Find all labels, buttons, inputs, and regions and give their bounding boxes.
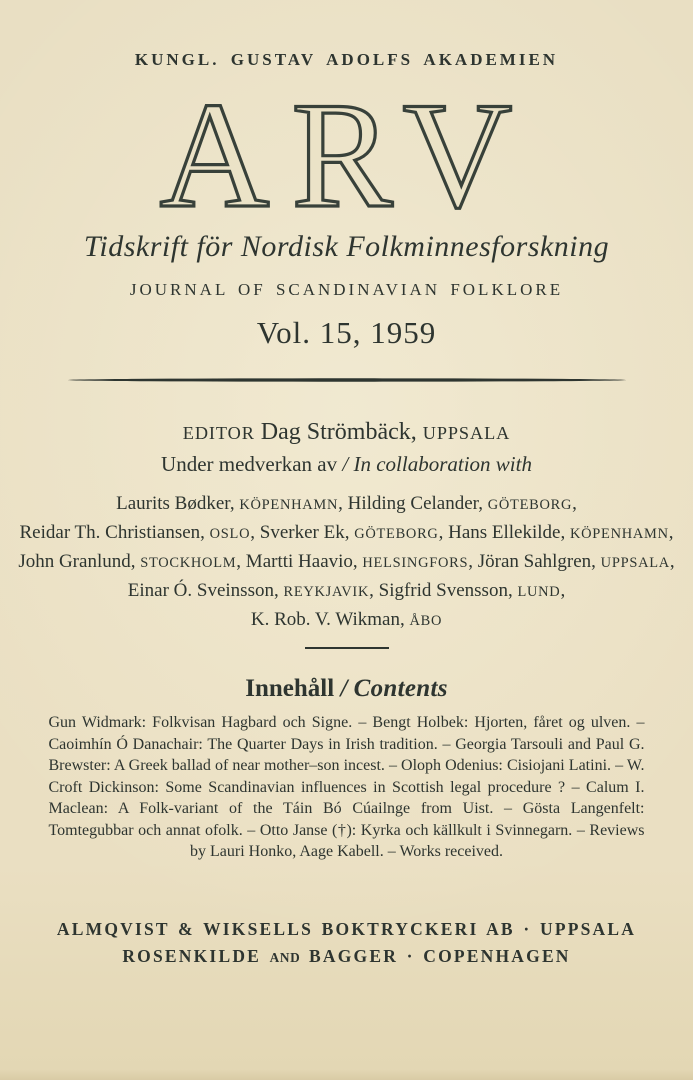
title-divider-rule [68,377,626,383]
journal-title: ARV [159,71,534,239]
academy-name: KUNGL. GUSTAV ADOLFS AKADEMIEN [134,50,559,69]
collaborator-line: Reidar Th. Christiansen, OSLO, Sverker Ek, GÖTEBORG, Hans Ellekilde, KÖPENHAMN, [19,522,674,543]
collaboration-note: Under medverkan av / In collaboration with [161,452,532,476]
journal-subtitle-swedish: Tidskrift för Nordisk Folkminnesforskning [83,230,610,263]
journal-subtitle-english: JOURNAL OF SCANDINAVIAN FOLKLORE [129,280,564,299]
journal-title-art [137,71,557,239]
contents-heading: Innehåll / Contents [245,675,448,702]
contents-summary: Gun Widmark: Folkvisan Hagbard och Signe. – Bengt Holbek: Hjorten, fåret og ulven. – Caoimhín Ó Danachair: The Quarter Days in Irish tradition. – Georgia Tarsouli and Paul G. Brewster: A Greek ballad of near mother–son incest. – Oloph Odenius: Cisiojani Latini. – W. Croft Dickinson: Some Scandinavian influences in Scottish legal procedure ? – Calum I. Maclean: A Folk-variant of the Táin Bó Cúailnge from Uist. – Gösta Langenfelt: Tomtegubbar och annat ofolk. – Otto Janse (†): Kyrka och källkult i Svinnegarn. – Reviews by Lauri Honko, Aage Kabell. – Works received. [48,714,645,860]
editor-line: EDITOR Dag Strömbäck, UPPSALA [182,419,511,445]
collaborator-line: Laurits Bødker, KÖPENHAMN, Hilding Celander, GÖTEBORG, [116,493,577,514]
collaborator-line: John Granlund, STOCKHOLM, Martti Haavio, HELSINGFORS, Jöran Sahlgren, UPPSALA, [18,551,675,572]
imprint-block [0,916,693,971]
section-divider-rule [305,647,389,649]
imprint-line-publisher: ROSENKILDE AND BAGGER · COPENHAGEN [122,946,571,966]
imprint-line-printer: ALMQVIST & WIKSELLS BOKTRYCKERI AB · UPPSALA [56,919,637,939]
collaborator-line: Einar Ó. Sveinsson, REYKJAVIK, Sigfrid Svensson, LUND, [127,580,566,601]
collaborators-list [0,490,693,635]
collaborator-line: K. Rob. V. Wikman, ÅBO [250,609,443,630]
volume-label: Vol. 15, 1959 [256,315,437,350]
